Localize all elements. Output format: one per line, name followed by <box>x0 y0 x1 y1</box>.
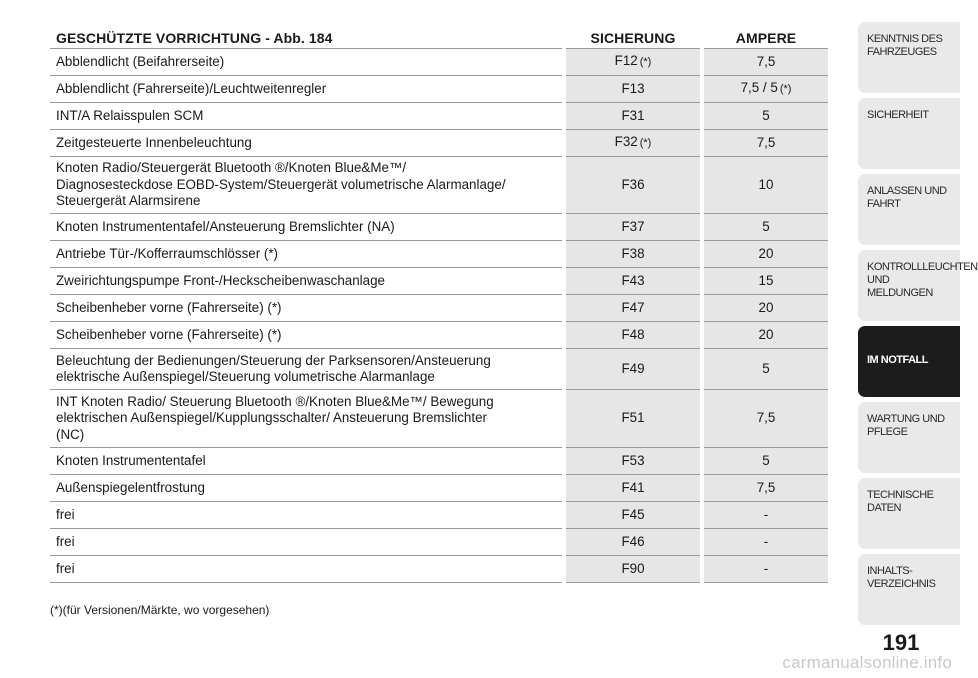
ampere-cell <box>702 448 828 475</box>
ampere-value: 7,5 <box>756 410 776 426</box>
fuse-id: F36 <box>621 176 645 192</box>
ampere-value: 7,5 / 5 <box>740 80 778 96</box>
fuse-id: F90 <box>621 560 645 576</box>
fuse-id: F46 <box>621 533 645 549</box>
fuse-id: F47 <box>621 299 645 315</box>
chapter-tab-1[interactable]: KENNTNIS DES FAHRZEUGES <box>858 22 960 93</box>
device-cell: Knoten Instrumententafel <box>50 448 564 475</box>
ampere-value: 5 <box>762 218 770 234</box>
ampere-value: 7,5 <box>756 134 776 150</box>
device-cell: Scheibenheber vorne (Fahrerseite) (*) <box>50 295 564 322</box>
fuse-cell <box>564 103 702 130</box>
fuse-note: (*) <box>639 56 652 69</box>
ampere-cell <box>702 241 828 268</box>
fuse-id: F45 <box>621 506 645 522</box>
ampere-cell <box>702 322 828 349</box>
fuse-id: F32 <box>614 134 638 150</box>
fuse-id: F48 <box>621 326 645 342</box>
ampere-value: 7,5 <box>756 479 776 495</box>
ampere-cell <box>702 475 828 502</box>
ampere-cell <box>702 349 828 390</box>
table-row <box>50 76 828 103</box>
table-row <box>50 268 828 295</box>
fuse-note: (*) <box>639 137 652 150</box>
ampere-value: 7,5 <box>756 53 776 69</box>
watermark: carmanualsonline.info <box>782 653 952 672</box>
table-row <box>50 130 828 157</box>
device-cell: Zweirichtungspumpe Front-/Heckscheibenwaschanlage <box>50 268 564 295</box>
chapter-tab-6[interactable]: WARTUNG UND PFLEGE <box>858 402 960 473</box>
fuse-id: F49 <box>621 360 645 376</box>
fuse-cell <box>564 349 702 390</box>
chapter-tab-2[interactable]: SICHERHEIT <box>858 98 960 169</box>
ampere-note: (*) <box>779 83 792 96</box>
fuse-table-body <box>50 49 828 583</box>
header-protected-device: GESCHÜTZTE VORRICHTUNG - Abb. 184 <box>50 22 564 49</box>
device-cell: Beleuchtung der Bedienungen/Steuerung der Parksensoren/Ansteuerung elektrische Außenspiegel/Steuerung volumetrische Alarmanlage <box>50 349 564 390</box>
fuse-cell <box>564 241 702 268</box>
ampere-value: - <box>763 560 769 576</box>
chapter-tabs <box>858 22 978 630</box>
ampere-cell <box>702 76 828 103</box>
fuse-id: F37 <box>621 218 645 234</box>
fuse-id: F51 <box>621 410 645 426</box>
table-row <box>50 349 828 390</box>
table-row <box>50 475 828 502</box>
ampere-value: - <box>763 506 769 522</box>
ampere-cell <box>702 295 828 322</box>
device-cell: Knoten Radio/Steuergerät Bluetooth ®/Knoten Blue&Me™/ Diagnosesteckdose EOBD-System/Steuergerät volumetrische Alarmanlage/ Steuergerät Alarmsirene <box>50 157 564 214</box>
table-row <box>50 448 828 475</box>
fuse-cell <box>564 157 702 214</box>
ampere-value: 20 <box>758 326 774 342</box>
ampere-value: 20 <box>758 245 774 261</box>
table-row <box>50 241 828 268</box>
fuse-id: F12 <box>614 53 638 69</box>
fuse-id: F41 <box>621 479 645 495</box>
ampere-value: 5 <box>762 107 770 123</box>
device-cell: frei <box>50 529 564 556</box>
header-fuse: SICHERUNG <box>564 22 702 49</box>
ampere-cell <box>702 390 828 448</box>
table-row <box>50 502 828 529</box>
ampere-cell <box>702 130 828 157</box>
fuse-cell <box>564 214 702 241</box>
header-ampere: AMPERE <box>702 22 828 49</box>
ampere-value: 20 <box>758 299 774 315</box>
fuse-cell <box>564 556 702 583</box>
ampere-cell <box>702 556 828 583</box>
ampere-cell <box>702 157 828 214</box>
fuse-cell <box>564 76 702 103</box>
ampere-cell <box>702 103 828 130</box>
table-row <box>50 556 828 583</box>
fuse-id: F13 <box>621 80 645 96</box>
ampere-value: 10 <box>758 176 774 192</box>
ampere-cell <box>702 268 828 295</box>
table-row <box>50 214 828 241</box>
ampere-cell <box>702 502 828 529</box>
chapter-tab-5[interactable]: IM NOTFALL <box>858 326 960 397</box>
ampere-value: 5 <box>762 360 770 376</box>
fuse-cell <box>564 130 702 157</box>
footnote: (*)(für Versionen/Märkte, wo vorgesehen) <box>50 603 270 617</box>
fuse-id: F38 <box>621 245 645 261</box>
fuse-cell <box>564 322 702 349</box>
device-cell: frei <box>50 502 564 529</box>
fuse-cell <box>564 529 702 556</box>
chapter-tab-8[interactable]: INHALTS- VERZEICHNIS <box>858 554 960 625</box>
ampere-value: 15 <box>758 272 774 288</box>
table-row <box>50 49 828 76</box>
table-row <box>50 103 828 130</box>
device-cell: Antriebe Tür-/Kofferraumschlösser (*) <box>50 241 564 268</box>
table-row <box>50 295 828 322</box>
fuse-cell <box>564 49 702 76</box>
table-row <box>50 322 828 349</box>
device-cell: Abblendlicht (Beifahrerseite) <box>50 49 564 76</box>
table-row <box>50 529 828 556</box>
table-row <box>50 390 828 448</box>
fuse-id: F43 <box>621 272 645 288</box>
ampere-value: - <box>763 533 769 549</box>
fuse-table-container <box>50 22 828 583</box>
device-cell: Abblendlicht (Fahrerseite)/Leuchtweitenregler <box>50 76 564 103</box>
device-cell: Knoten Instrumententafel/Ansteuerung Bremslichter (NA) <box>50 214 564 241</box>
fuse-cell <box>564 475 702 502</box>
ampere-cell <box>702 49 828 76</box>
chapter-tab-7[interactable]: TECHNISCHE DATEN <box>858 478 960 549</box>
table-header-row <box>50 22 828 49</box>
chapter-tab-3[interactable]: ANLASSEN UND FAHRT <box>858 174 960 245</box>
fuse-id: F31 <box>621 107 645 123</box>
fuse-id: F53 <box>621 452 645 468</box>
device-cell: INT/A Relaisspulen SCM <box>50 103 564 130</box>
device-cell: Scheibenheber vorne (Fahrerseite) (*) <box>50 322 564 349</box>
ampere-value: 5 <box>762 452 770 468</box>
ampere-cell <box>702 529 828 556</box>
fuse-cell <box>564 502 702 529</box>
fuse-cell <box>564 295 702 322</box>
device-cell: INT Knoten Radio/ Steuerung Bluetooth ®/Knoten Blue&Me™/ Bewegung elektrischen Außenspiegel/Kupplungsschalter/ Ansteuerung Bremslichter (NC) <box>50 390 564 448</box>
table-row <box>50 157 828 214</box>
device-cell: Zeitgesteuerte Innenbeleuchtung <box>50 130 564 157</box>
ampere-cell <box>702 214 828 241</box>
page-number: 191 <box>882 630 920 655</box>
device-cell: Außenspiegelentfrostung <box>50 475 564 502</box>
fuse-cell <box>564 390 702 448</box>
chapter-tab-4[interactable]: KONTROLLLEUCHTEN UND MELDUNGEN <box>858 250 960 321</box>
device-cell: frei <box>50 556 564 583</box>
fuse-cell <box>564 268 702 295</box>
fuse-cell <box>564 448 702 475</box>
fuse-table <box>50 22 828 583</box>
